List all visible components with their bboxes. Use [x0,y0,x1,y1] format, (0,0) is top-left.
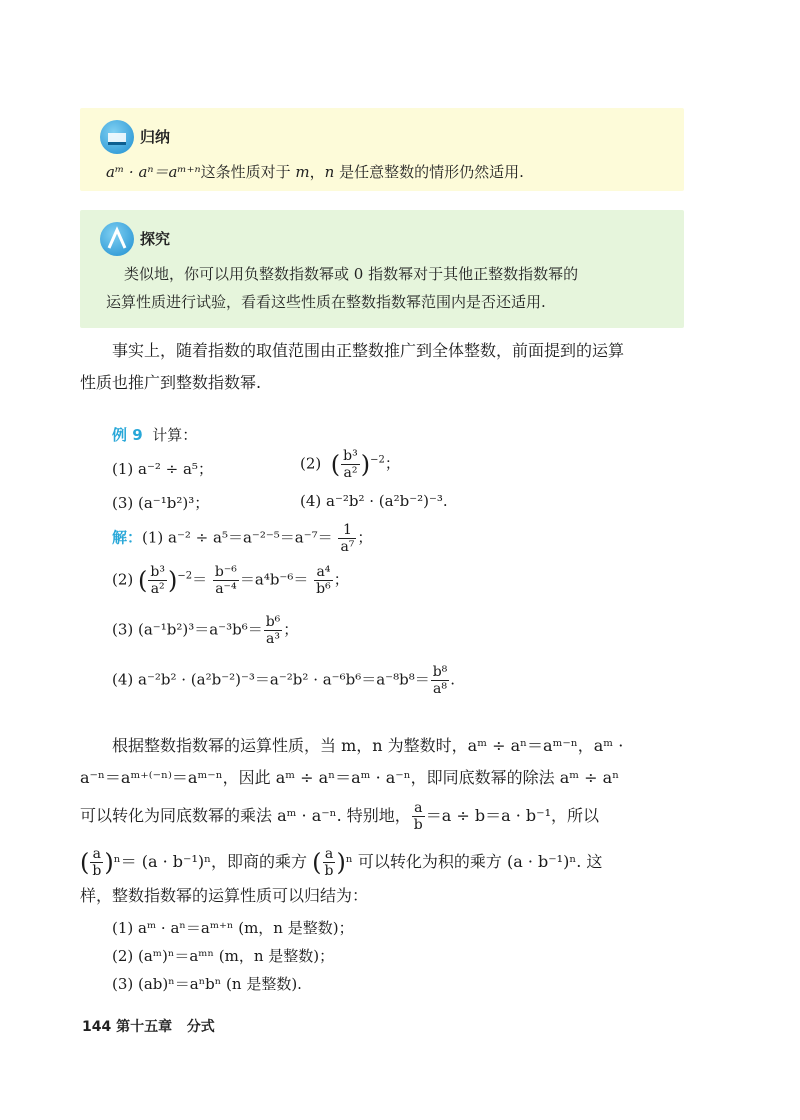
compass-icon [100,222,134,256]
explore-line-1: 类似地，你可以用负整数指数幂或 0 指数幂对于其他正整数指数幂的 [124,265,579,283]
rule-1: (1) aᵐ · aⁿ＝aᵐ⁺ⁿ (m，n 是整数)； [112,919,354,937]
explore-line-2: 运算性质进行试验，看看这些性质在整数指数幂范围内是否还适用. [106,293,546,311]
book-icon [100,120,134,154]
section-label: 分式 [186,1019,215,1035]
body-line-5: 样，整数指数幂的运算性质可以归结为： [80,886,369,905]
solution-4: (4) a⁻²b² · (a²b⁻²)⁻³＝a⁻²b² · a⁻⁶b⁶＝a⁻⁸b⁸＝ $\frac{\text{b⁸}}{\text{a⁸}}$ . [112,664,456,697]
rule-2: (2) (aᵐ)ⁿ＝aᵐⁿ (m，n 是整数)； [112,947,335,965]
rule-3: (3) (ab)ⁿ＝aⁿbⁿ (n 是整数). [112,975,302,993]
summary-box [80,108,684,191]
example-heading: 例 9 计算： [112,426,198,444]
body-line-2: a⁻ⁿ＝aᵐ⁺⁽⁻ⁿ⁾＝aᵐ⁻ⁿ，因此 aᵐ ÷ aⁿ＝aᵐ · a⁻ⁿ，即同底数幂的除法 aᵐ ÷ aⁿ [80,768,620,787]
solution-3: (3) (a⁻¹b²)³＝a⁻³b⁶＝ $\frac{\text{b⁶}}{\text{a³}}$ ； [112,614,299,647]
problem-2: (2) ( $\frac{\text{b³}}{\text{a²}}$ )$^{-2}$； [300,448,400,481]
intro-line-2: 性质也推广到整数指数幂. [80,373,262,392]
body-line-1: 根据整数指数幂的运算性质，当 m，n 为整数时，aᵐ ÷ aⁿ＝aᵐ⁻ⁿ，aᵐ · [112,736,624,755]
problem-3: (3) (a⁻¹b²)³； [112,494,210,512]
intro-line-1: 事实上，随着指数的取值范围由正整数推广到全体整数，前面提到的运算 [112,341,625,360]
problem-4: (4) a⁻²b² · (a²b⁻²)⁻³. [300,492,448,510]
chapter-label: 第十五章 [116,1019,173,1035]
page-number: 144 [82,1019,112,1035]
explore-title: 探究 [140,230,171,248]
summary-title: 归纳 [140,128,171,146]
body-line-3: 可以转化为同底数幂的乘法 aᵐ · a⁻ⁿ. 特别地， $\frac{a}{b}$ ＝a ÷ b＝a · b⁻¹，所以 [80,800,600,833]
summary-text: aᵐ · aⁿ＝aᵐ⁺ⁿ这条性质对于 m，n 是任意整数的情形仍然适用. [106,163,524,181]
problem-1: (1) a⁻² ÷ a⁵； [112,460,213,478]
solution-1: 解：(1) a⁻² ÷ a⁵＝a⁻²⁻⁵＝a⁻⁷＝ $\frac{1}{\text{a⁷}}$ ； [112,522,373,555]
explore-box [80,210,684,328]
body-line-4: ( $\frac{a}{b}$ )ⁿ＝ (a · b⁻¹)ⁿ，即商的乘方 ( $\frac{a}{b}$ )ⁿ 可以转化为积的乘方 (a · b⁻¹)ⁿ. 这 [80,846,603,879]
page-footer [82,1016,215,1036]
solution-2: (2) ( $\frac{\text{b³}}{\text{a²}}$ )$^{-2}$＝ $\frac{\text{b⁻⁶}}{\text{a⁻⁴}}$ ＝a⁴b⁻⁶＝ $\frac{\text{a⁴}}{\text{b⁶}}$ ； [112,564,349,597]
